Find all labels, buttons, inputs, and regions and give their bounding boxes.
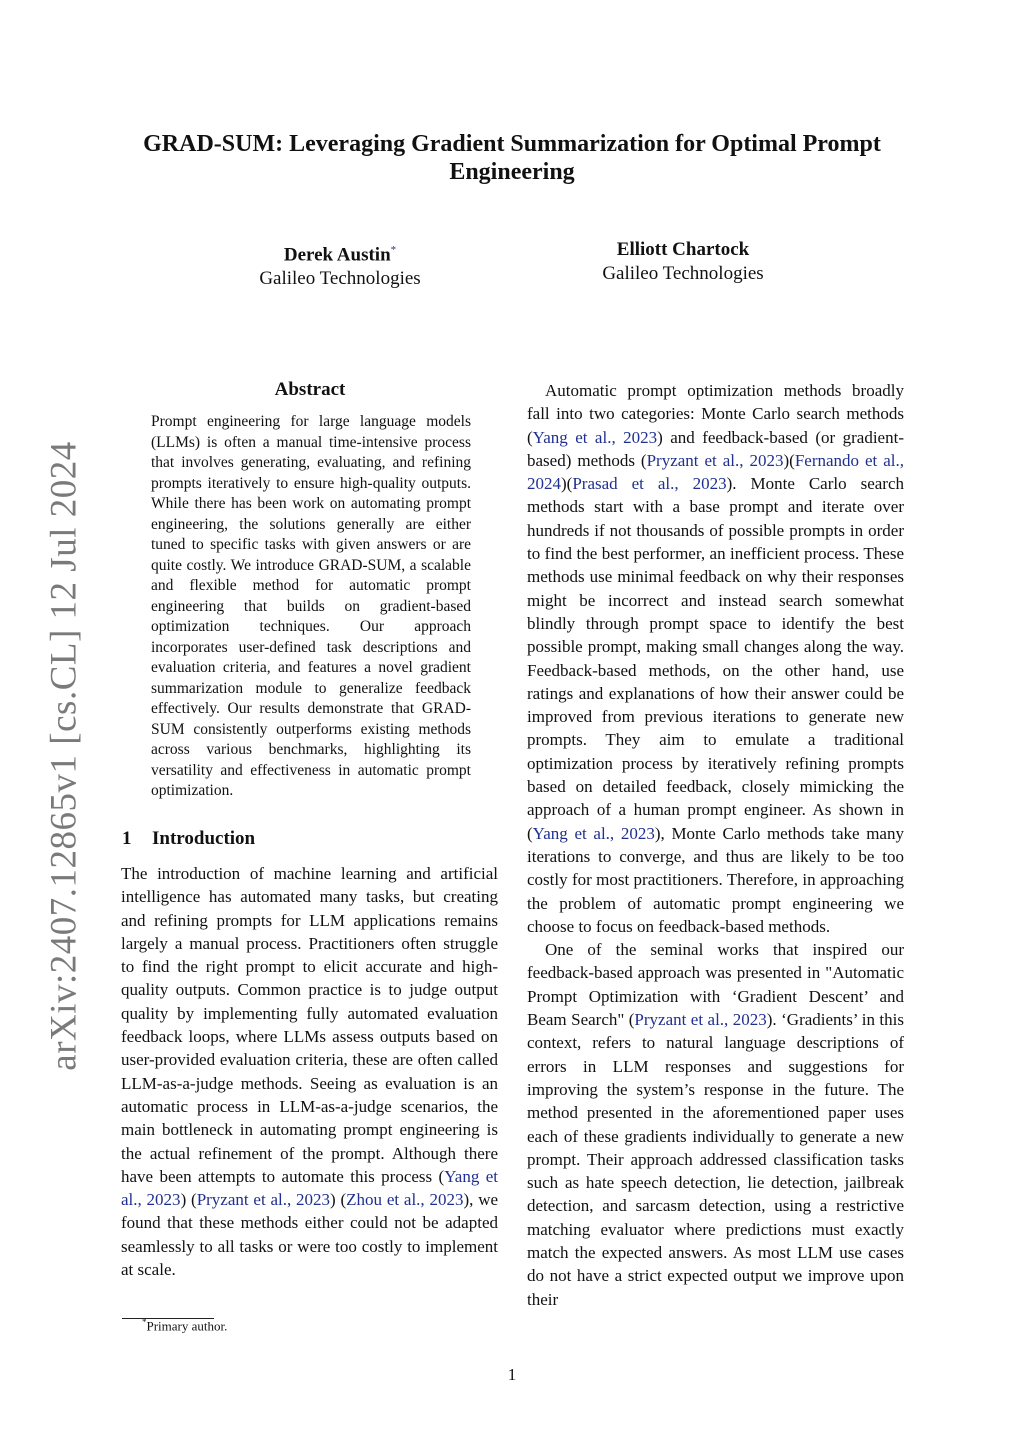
citation-link[interactable]: Pryzant et al., 2023 — [646, 450, 784, 470]
text-run: ) and feedback-based (or gradient-based) methods ( — [527, 427, 904, 470]
footnote — [142, 1317, 227, 1334]
citation-link[interactable]: Yang et al., 2023 — [532, 427, 658, 447]
citation-link[interactable]: Yang et al., 2023 — [532, 823, 655, 843]
text-run: The introduction of machine learning and artificial intelligence has automated many tasks, but creating and refining prompts for LLM applications remains largely a manual process. Practitioners often struggle to find the right prompt to elicit accurate and high-quality outputs. Common practice is to judge output quality by implementing fully automated evaluation feedback loops, where LLMs assess outputs based on user-provided evaluation criteria, these are often called LLM-as-a-judge methods. Seeing as evaluation is an automatic process in LLM-as-a-judge scenarios, the main bottleneck in automating prompt engineering is the actual refinement of the prompt. Although there have been attempts to automate this process ( — [121, 864, 498, 1186]
citation-link[interactable]: Yang et al., 2023 — [121, 1166, 498, 1210]
text-run: ) ( — [330, 1190, 347, 1210]
footnote-text: Primary author. — [146, 1318, 228, 1334]
text-run: ). Monte Carlo search methods start with a base prompt and iterate over hundreds if not thousands of possible prompts in order to find the best performer, an inefficient process. These methods use minimal feedback on why their responses might be incorrect and instead search somewhat blindly through prompt space to identify the best possible prompt, making small changes along the way. Feedback-based methods, on the other hand, use ratings and explanations of how their answer could be improved from previous iterations to generate new prompts. They aim to emulate a traditional optimization process by iteratively refining prompts based on detailed feedback, closely mimicking the approach of a human prompt engineer. As shown in ( — [527, 474, 905, 843]
paragraph — [121, 862, 498, 1281]
author-footnote-marker[interactable]: * — [390, 244, 397, 256]
citation-link[interactable]: Zhou et al., 2023 — [346, 1190, 464, 1210]
left-column-body — [121, 862, 498, 1281]
text-run: ), Monte Carlo methods take many iterations to converge, and thus are likely to be too costly for most practitioners. Therefore, in approaching the problem of automatic prompt engineering we choose to focus on feedback-based methods. — [527, 823, 904, 936]
section-heading-introduction — [122, 828, 255, 850]
abstract-heading: Abstract — [274, 379, 346, 400]
page-number: 1 — [507, 1365, 517, 1384]
citation-link[interactable]: Pryzant et al., 2023 — [634, 1010, 767, 1030]
abstract-text: Prompt engineering for large language models (LLMs) is often a manual time-intensive process that involves generating, evaluating, and refining prompts iteratively to ensure high-quality outputs. While there has been work on automating prompt engineering, the solutions generally are either tuned to specific tasks with given answers or are quite costly. We introduce GRAD-SUM, a scalable and flexible method for automatic prompt engineering that builds on gradient-based optimization techniques. Our approach incorporates user-defined task descriptions and evaluation criteria, and features a novel gradient summarization module to generalize feedback effectively. Our results demonstrate that GRAD-SUM consistently outperforms existing methods across various benchmarks, highlighting its versatility and effectiveness in automatic prompt optimization. — [151, 413, 471, 799]
paragraph — [527, 938, 904, 1311]
citation-link[interactable]: Fernando et al., 2024 — [527, 450, 905, 494]
section-number: 1 — [122, 828, 132, 849]
arxiv-identifier-stamp: arXiv:2407.12865v1 [cs.CL] 12 Jul 2024 — [43, 441, 85, 1071]
paragraph — [527, 379, 904, 938]
text-run: Automatic prompt optimization methods broadly fall into two categories: Monte Carlo search methods ( — [527, 381, 904, 447]
text-run: ) ( — [180, 1190, 197, 1210]
citation-link[interactable]: Pryzant et al., 2023 — [196, 1190, 331, 1210]
author-name: Derek Austin — [283, 244, 391, 266]
paper-title: GRAD-SUM: Leveraging Gradient Summarization for Optimal Prompt Engineering — [143, 131, 881, 185]
author-affiliation: Galileo Technologies — [259, 268, 421, 290]
text-run: )( — [561, 474, 573, 494]
text-run: ). ‘Gradients’ in this context, refers to natural language descriptions of errors in LLM responses and suggestions for improving the system’s response in the future. The method presented in the aforementioned paper uses each of these gradients individually to generate a new prompt. Their approach addressed classification tasks such as hate speech detection, lie detection, jailbreak detection, and sarcasm detection, using a restrictive matching evaluator where predictions must exactly match the expected answers. As most LLM use cases do not have a strict expected output we improve upon their — [527, 1010, 904, 1309]
footnote-marker: * — [142, 1317, 147, 1327]
text-run: ), we found that these methods either could not be adapted seamlessly to all tasks or were too costly to implement at scale. — [121, 1190, 499, 1280]
text-run: One of the seminal works that inspired our feedback-based approach was presented in "Automatic Prompt Optimization with ‘Gradient Descent’ and Beam Search" ( — [527, 940, 904, 1030]
author-affiliation: Galileo Technologies — [602, 263, 764, 284]
citation-link[interactable]: Prasad et al., 2023 — [572, 474, 727, 494]
text-run: )( — [783, 450, 795, 470]
author-block-1 — [180, 238, 500, 291]
author-block-2 — [523, 238, 843, 286]
author-name: Elliott Chartock — [616, 239, 750, 260]
right-column-body — [527, 379, 904, 1311]
section-title: Introduction — [152, 828, 256, 849]
